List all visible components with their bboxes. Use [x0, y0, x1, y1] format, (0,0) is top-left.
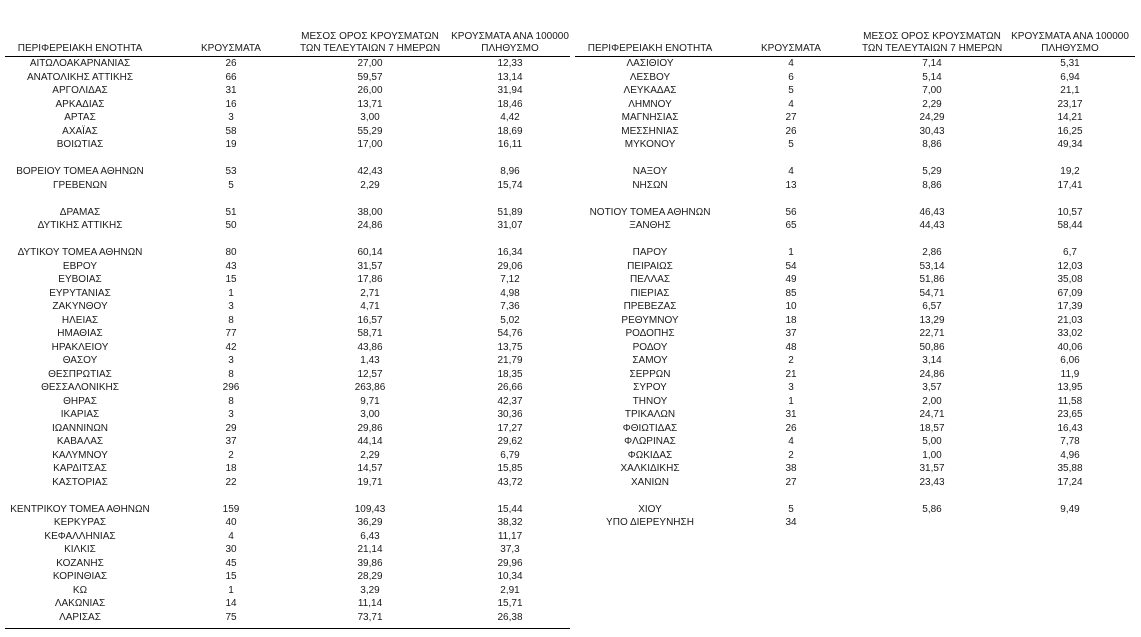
right-cell-per100k: 4,96 [1060, 449, 1080, 461]
right-cell-per100k: 17,24 [1057, 476, 1083, 488]
left-cell-region: ΑΡΤΑΣ [64, 112, 96, 123]
left-cell-avg7: 13,71 [357, 98, 383, 110]
left-cell-per100k: 17,27 [497, 422, 523, 434]
right-cell-region: ΛΗΜΝΟΥ [628, 98, 672, 110]
right-cell-per100k: 35,08 [1057, 274, 1083, 285]
right-cell-avg7: 50,86 [919, 341, 945, 353]
left-cell-cases: 77 [225, 328, 237, 339]
right-cell-per100k: 35,88 [1057, 463, 1083, 474]
left-cell-region: ΚΑΒΑΛΑΣ [56, 436, 104, 447]
left-cell-avg7: 1,43 [360, 355, 380, 366]
right-cell-per100k: 6,06 [1060, 355, 1080, 366]
left-cell-avg7: 11,14 [357, 598, 383, 609]
left-cell-per100k: 10,34 [497, 571, 523, 582]
left-cell-cases: 37 [225, 436, 237, 447]
left-cell-per100k: 26,38 [497, 611, 523, 623]
right-cell-cases: 56 [785, 206, 797, 218]
right-cell-avg7: 22,71 [919, 328, 945, 339]
left-cell-avg7: 28,29 [357, 571, 383, 582]
right-cell-avg7: 54,71 [919, 287, 945, 299]
left-cell-avg7: 44,14 [357, 436, 383, 447]
left-cell-region: ΒΟΡΕΙΟΥ ΤΟΜΕΑ ΑΘΗΝΩΝ [16, 166, 144, 177]
right-cell-cases: 48 [785, 341, 797, 353]
right-cell-cases: 1 [788, 247, 794, 258]
left-cell-cases: 8 [228, 395, 234, 407]
right-cell-region: ΛΑΣΙΘΙΟΥ [626, 58, 674, 69]
left-cell-avg7: 2,29 [360, 179, 380, 191]
right-cell-avg7: 46,43 [919, 206, 945, 218]
right-cell-avg7: 2,86 [922, 247, 942, 258]
right-cell-per100k: 6,94 [1060, 71, 1080, 83]
left-cell-cases: 22 [225, 476, 237, 488]
right-cell-region: ΧΑΛΚΙΔΙΚΗΣ [620, 463, 680, 474]
right-cell-avg7: 5,29 [922, 166, 942, 177]
right-cell-cases: 4 [788, 98, 794, 110]
left-cell-per100k: 15,74 [497, 179, 523, 191]
left-cell-avg7: 24,86 [357, 220, 383, 231]
right-cell-cases: 65 [785, 220, 797, 231]
left-cell-avg7: 3,29 [360, 584, 380, 596]
left-cell-per100k: 7,12 [500, 274, 520, 285]
left-cell-cases: 296 [222, 382, 240, 393]
left-cell-cases: 14 [225, 598, 237, 609]
left-cell-cases: 43 [225, 260, 237, 272]
left-cell-per100k: 31,07 [497, 220, 523, 231]
left-cell-per100k: 15,44 [497, 503, 523, 515]
right-cell-per100k: 16,43 [1057, 422, 1083, 434]
right-cell-cases: 4 [788, 436, 794, 447]
right-cell-per100k: 10,57 [1057, 206, 1083, 218]
left-cell-cases: 3 [228, 112, 234, 123]
right-cell-avg7: 31,57 [919, 463, 945, 474]
right-cell-avg7: 24,29 [919, 112, 945, 123]
right-cell-region: ΡΟΔΟΥ [632, 341, 668, 353]
right-cell-cases: 4 [788, 58, 794, 69]
right-cell-avg7: 24,71 [919, 409, 945, 420]
right-cell-per100k: 58,44 [1057, 220, 1083, 231]
right-cell-avg7: 7,14 [922, 58, 942, 69]
left-cell-avg7: 26,00 [357, 85, 383, 96]
left-cell-per100k: 54,76 [497, 328, 523, 339]
left-cell-region: ΚΑΡΔΙΤΣΑΣ [53, 463, 107, 474]
right-cell-per100k: 5,31 [1060, 58, 1080, 69]
left-cell-per100k: 26,66 [497, 382, 523, 393]
left-cell-region: ΔΡΑΜΑΣ [59, 206, 101, 218]
left-cell-per100k: 38,32 [497, 517, 523, 528]
left-cell-cases: 30 [225, 544, 237, 555]
right-header-per100k [1000, 31, 1140, 55]
left-cell-region: ΘΑΣΟΥ [62, 355, 98, 366]
left-cell-avg7: 16,57 [357, 314, 383, 326]
left-cell-cases: 3 [228, 301, 234, 312]
left-cell-avg7: 9,71 [360, 395, 380, 407]
left-cell-per100k: 6,79 [500, 449, 520, 461]
right-cell-cases: 54 [785, 260, 797, 272]
left-cell-per100k: 43,72 [497, 476, 523, 488]
left-cell-region: ΑΡΚΑΔΙΑΣ [55, 98, 105, 110]
right-cell-per100k: 7,78 [1060, 436, 1080, 447]
left-cell-region: ΔΥΤΙΚΟΥ ΤΟΜΕΑ ΑΘΗΝΩΝ [17, 247, 143, 258]
right-cell-region: ΣΕΡΡΩΝ [629, 368, 671, 380]
right-cell-avg7: 13,29 [919, 314, 945, 326]
left-cell-per100k: 7,36 [500, 301, 520, 312]
left-cell-region: ΗΡΑΚΛΕΙΟΥ [51, 341, 109, 353]
right-cell-cases: 3 [788, 382, 794, 393]
right-cell-cases: 27 [785, 112, 797, 123]
left-cell-per100k: 16,11 [497, 139, 523, 150]
right-cell-cases: 18 [785, 314, 797, 326]
left-cell-avg7: 59,57 [357, 71, 383, 83]
bottom-rule [5, 628, 570, 629]
right-cell-region: ΠΑΡΟΥ [632, 247, 668, 258]
left-cell-avg7: 14,57 [357, 463, 383, 474]
right-cell-avg7: 5,86 [922, 503, 942, 515]
left-cell-cases: 66 [225, 71, 237, 83]
right-cell-avg7: 44,43 [919, 220, 945, 231]
left-cell-cases: 5 [228, 179, 234, 191]
left-cell-avg7: 6,43 [360, 530, 380, 542]
left-header-region: ΠΕΡΙΦΕΡΕΙΑΚΗ ΕΝΟΤΗΤΑ [17, 43, 143, 54]
left-cell-region: ΗΛΕΙΑΣ [61, 314, 99, 326]
right-cell-per100k: 9,49 [1060, 503, 1080, 515]
right-cell-per100k: 13,95 [1057, 382, 1083, 393]
right-cell-per100k: 49,34 [1057, 139, 1083, 150]
left-cell-avg7: 4,71 [360, 301, 380, 312]
right-cell-region: ΧΙΟΥ [638, 503, 662, 515]
left-cell-region: ΛΑΡΙΣΑΣ [59, 611, 101, 623]
left-cell-cases: 40 [225, 517, 237, 528]
right-cell-per100k: 21,1 [1060, 85, 1080, 96]
right-cell-cases: 5 [788, 503, 794, 515]
left-cell-cases: 19 [225, 139, 237, 150]
right-cell-region: ΛΕΣΒΟΥ [629, 71, 671, 83]
left-cell-avg7: 31,57 [357, 260, 383, 272]
right-cell-per100k: 33,02 [1057, 328, 1083, 339]
left-cell-per100k: 18,35 [497, 368, 523, 380]
left-cell-avg7: 36,29 [357, 517, 383, 528]
right-header-per100k-line1: ΚΡΟΥΣΜΑΤΑ ΑΝΑ 100000 [1011, 31, 1129, 42]
right-cell-cases: 31 [785, 409, 797, 420]
right-cell-avg7: 5,14 [922, 71, 942, 83]
right-cell-per100k: 6,7 [1063, 247, 1077, 258]
left-cell-cases: 26 [225, 58, 237, 69]
left-cell-avg7: 55,29 [357, 125, 383, 137]
left-cell-per100k: 8,96 [500, 166, 520, 177]
left-header-avg-line1: ΜΕΣΟΣ ΟΡΟΣ ΚΡΟΥΣΜΑΤΩΝ [301, 31, 439, 42]
left-header-cases: ΚΡΟΥΣΜΑΤΑ [201, 43, 261, 54]
right-cell-avg7: 8,86 [922, 139, 942, 150]
right-cell-avg7: 30,43 [919, 125, 945, 137]
left-cell-per100k: 15,71 [497, 598, 523, 609]
left-cell-per100k: 31,94 [497, 85, 523, 96]
right-header-per100k-line2: ΠΛΗΘΥΣΜΟ [1041, 43, 1099, 54]
left-cell-avg7: 39,86 [357, 557, 383, 569]
right-cell-region: ΧΑΝΙΩΝ [630, 476, 670, 488]
right-cell-region: ΛΕΥΚΑΔΑΣ [623, 85, 677, 96]
left-cell-region: ΖΑΚΥΝΘΟΥ [52, 301, 108, 312]
left-cell-region: ΕΥΒΟΙΑΣ [58, 274, 102, 285]
left-cell-per100k: 29,06 [497, 260, 523, 272]
right-cell-avg7: 18,57 [919, 422, 945, 434]
left-cell-region: ΚΕΝΤΡΙΚΟΥ ΤΟΜΕΑ ΑΘΗΝΩΝ [10, 503, 150, 515]
left-cell-cases: 58 [225, 125, 237, 137]
left-header-avg [300, 31, 440, 55]
right-cell-region: ΝΗΣΩΝ [632, 179, 668, 191]
right-cell-avg7: 7,00 [922, 85, 942, 96]
right-cell-cases: 34 [785, 517, 797, 528]
right-cell-cases: 1 [788, 395, 794, 407]
left-cell-region: ΕΒΡΟΥ [62, 260, 98, 272]
left-cell-per100k: 18,69 [497, 125, 523, 137]
right-cell-avg7: 6,57 [922, 301, 942, 312]
left-cell-avg7: 2,29 [360, 449, 380, 461]
right-header-avg-line1: ΜΕΣΟΣ ΟΡΟΣ ΚΡΟΥΣΜΑΤΩΝ [863, 31, 1001, 42]
left-cell-cases: 4 [228, 530, 234, 542]
right-cell-region: ΣΑΜΟΥ [632, 355, 668, 366]
right-header-cases: ΚΡΟΥΣΜΑΤΑ [761, 43, 821, 54]
left-header-per100k-line1: ΚΡΟΥΣΜΑΤΑ ΑΝΑ 100000 [451, 31, 569, 42]
right-cell-cases: 10 [785, 301, 797, 312]
right-cell-region: ΜΑΓΝΗΣΙΑΣ [621, 112, 679, 123]
right-cell-region: ΦΛΩΡΙΝΑΣ [624, 436, 676, 447]
right-cell-per100k: 21,03 [1057, 314, 1083, 326]
left-cell-avg7: 17,00 [357, 139, 383, 150]
left-cell-region: ΗΜΑΘΙΑΣ [57, 328, 103, 339]
right-cell-cases: 2 [788, 355, 794, 366]
left-cell-avg7: 38,00 [357, 206, 383, 218]
right-cell-avg7: 24,86 [919, 368, 945, 380]
left-cell-per100k: 4,98 [500, 287, 520, 299]
right-cell-per100k: 23,17 [1057, 98, 1083, 110]
right-cell-region: ΣΥΡΟΥ [633, 382, 667, 393]
right-header-region: ΠΕΡΙΦΕΡΕΙΑΚΗ ΕΝΟΤΗΤΑ [587, 43, 713, 54]
right-cell-region: ΝΑΞΟΥ [632, 166, 668, 177]
left-cell-avg7: 42,43 [357, 166, 383, 177]
right-cell-per100k: 40,06 [1057, 341, 1083, 353]
right-cell-cases: 6 [788, 71, 794, 83]
left-cell-region: ΘΕΣΣΑΛΟΝΙΚΗΣ [41, 382, 119, 393]
left-cell-cases: 75 [225, 611, 237, 623]
right-cell-per100k: 11,9 [1060, 368, 1080, 380]
right-cell-region: ΡΕΘΥΜΝΟΥ [621, 314, 679, 326]
right-cell-avg7: 3,57 [922, 382, 942, 393]
left-cell-avg7: 73,71 [357, 611, 383, 623]
right-cell-cases: 37 [785, 328, 797, 339]
left-cell-cases: 15 [225, 571, 237, 582]
left-cell-cases: 8 [228, 314, 234, 326]
right-cell-per100k: 19,2 [1060, 166, 1080, 177]
left-cell-avg7: 60,14 [357, 247, 383, 258]
left-cell-avg7: 3,00 [360, 409, 380, 420]
left-cell-per100k: 13,14 [497, 71, 523, 83]
right-cell-per100k: 17,39 [1057, 301, 1083, 312]
left-cell-per100k: 21,79 [497, 355, 523, 366]
left-cell-region: ΑΧΑΪΑΣ [62, 125, 98, 137]
left-cell-region: ΙΩΑΝΝΙΝΩΝ [51, 422, 109, 434]
left-cell-cases: 16 [225, 98, 237, 110]
right-cell-cases: 26 [785, 125, 797, 137]
right-header-avg-line2: ΤΩΝ ΤΕΛΕΥΤΑΙΩΝ 7 ΗΜΕΡΩΝ [862, 43, 1003, 54]
right-cell-cases: 13 [785, 179, 797, 191]
left-cell-cases: 3 [228, 355, 234, 366]
left-cell-region: ΚΟΡΙΝΘΙΑΣ [52, 571, 108, 582]
left-header-per100k-line2: ΠΛΗΘΥΣΜΟ [481, 43, 539, 54]
right-cell-per100k: 16,25 [1057, 125, 1083, 137]
right-cell-region: ΦΘΙΩΤΙΔΑΣ [622, 422, 678, 434]
left-cell-per100k: 16,34 [497, 247, 523, 258]
right-header-avg [862, 31, 1002, 55]
right-cell-per100k: 11,58 [1057, 395, 1083, 407]
left-cell-region: ΚΕΦΑΛΛΗΝΙΑΣ [44, 530, 116, 542]
left-cell-avg7: 109,43 [354, 503, 386, 515]
right-cell-per100k: 17,41 [1057, 179, 1083, 191]
left-cell-region: ΚΑΣΤΟΡΙΑΣ [52, 476, 108, 488]
right-cell-avg7: 53,14 [919, 260, 945, 272]
left-cell-avg7: 263,86 [354, 382, 386, 393]
left-cell-per100k: 37,3 [500, 544, 520, 555]
left-cell-region: ΑΝΑΤΟΛΙΚΗΣ ΑΤΤΙΚΗΣ [26, 71, 134, 83]
right-cell-cases: 49 [785, 274, 797, 285]
right-cell-cases: 5 [788, 85, 794, 96]
left-cell-region: ΑΡΓΟΛΙΔΑΣ [52, 85, 108, 96]
left-header-per100k [440, 31, 580, 55]
left-cell-avg7: 58,71 [357, 328, 383, 339]
right-cell-per100k: 67,09 [1057, 287, 1083, 299]
left-cell-per100k: 29,62 [497, 436, 523, 447]
right-cell-region: ΜΥΚΟΝΟΥ [624, 139, 676, 150]
left-cell-region: ΔΥΤΙΚΗΣ ΑΤΤΙΚΗΣ [37, 220, 123, 231]
left-cell-region: ΚΕΡΚΥΡΑΣ [53, 517, 107, 528]
left-cell-region: ΛΑΚΩΝΙΑΣ [54, 598, 106, 609]
right-cell-cases: 4 [788, 166, 794, 177]
left-cell-cases: 18 [225, 463, 237, 474]
left-cell-cases: 1 [228, 584, 234, 596]
left-header-avg-line2: ΤΩΝ ΤΕΛΕΥΤΑΙΩΝ 7 ΗΜΕΡΩΝ [300, 43, 441, 54]
left-cell-cases: 3 [228, 409, 234, 420]
left-cell-region: ΘΗΡΑΣ [63, 395, 97, 407]
left-cell-region: ΓΡΕΒΕΝΩΝ [52, 179, 108, 191]
left-cell-per100k: 12,33 [497, 58, 523, 69]
left-cell-avg7: 17,86 [357, 274, 383, 285]
right-cell-region: ΦΩΚΙΔΑΣ [627, 449, 673, 461]
left-cell-per100k: 18,46 [497, 98, 523, 110]
right-cell-cases: 27 [785, 476, 797, 488]
right-cell-cases: 21 [785, 368, 797, 380]
left-cell-cases: 42 [225, 341, 237, 353]
left-cell-cases: 50 [225, 220, 237, 231]
left-cell-per100k: 30,36 [497, 409, 523, 420]
left-cell-cases: 31 [225, 85, 237, 96]
right-cell-region: ΝΟΤΙΟΥ ΤΟΜΕΑ ΑΘΗΝΩΝ [589, 206, 711, 218]
left-cell-cases: 29 [225, 422, 237, 434]
left-cell-region: ΑΙΤΩΛΟΑΚΑΡΝΑΝΙΑΣ [29, 58, 131, 69]
left-cell-per100k: 42,37 [497, 395, 523, 407]
right-cell-avg7: 3,14 [922, 355, 942, 366]
right-cell-region: ΜΕΣΣΗΝΙΑΣ [621, 125, 679, 137]
left-cell-avg7: 19,71 [357, 476, 383, 488]
right-cell-cases: 26 [785, 422, 797, 434]
left-cell-region: ΕΥΡΥΤΑΝΙΑΣ [49, 287, 111, 299]
left-cell-per100k: 2,91 [500, 584, 520, 596]
right-cell-region: ΠΕΛΛΑΣ [629, 274, 671, 285]
right-cell-avg7: 1,00 [922, 449, 942, 461]
left-cell-per100k: 51,89 [497, 206, 523, 218]
right-cell-region: ΠΡΕΒΕΖΑΣ [623, 301, 677, 312]
left-cell-avg7: 43,86 [357, 341, 383, 353]
left-cell-avg7: 29,86 [357, 422, 383, 434]
right-cell-per100k: 23,65 [1057, 409, 1083, 420]
left-cell-region: ΙΚΑΡΙΑΣ [60, 409, 100, 420]
right-cell-region: ΠΙΕΡΙΑΣ [630, 287, 670, 299]
left-cell-avg7: 21,14 [357, 544, 383, 555]
right-cell-avg7: 2,29 [922, 98, 942, 110]
right-cell-region: ΤΗΝΟΥ [632, 395, 668, 407]
right-cell-avg7: 2,00 [922, 395, 942, 407]
left-cell-cases: 1 [228, 287, 234, 299]
left-cell-per100k: 4,42 [500, 112, 520, 123]
right-cell-cases: 38 [785, 463, 797, 474]
left-cell-region: ΚΙΛΚΙΣ [64, 544, 96, 555]
left-cell-region: ΒΟΙΩΤΙΑΣ [56, 139, 104, 150]
left-cell-cases: 159 [222, 503, 240, 515]
left-cell-cases: 80 [225, 247, 237, 258]
left-cell-cases: 2 [228, 449, 234, 461]
right-cell-cases: 85 [785, 287, 797, 299]
left-cell-cases: 45 [225, 557, 237, 569]
left-cell-cases: 8 [228, 368, 234, 380]
right-cell-cases: 2 [788, 449, 794, 461]
right-cell-per100k: 12,03 [1057, 260, 1083, 272]
right-cell-region: ΡΟΔΟΠΗΣ [625, 328, 675, 339]
right-cell-avg7: 8,86 [922, 179, 942, 191]
left-cell-per100k: 13,75 [497, 341, 523, 353]
left-cell-region: ΚΟΖΑΝΗΣ [56, 557, 104, 569]
left-cell-per100k: 15,85 [497, 463, 523, 474]
left-cell-cases: 53 [225, 166, 237, 177]
right-cell-region: ΥΠΟ ΔΙΕΡΕΥΝΗΣΗ [606, 517, 694, 528]
left-cell-avg7: 12,57 [357, 368, 383, 380]
right-cell-region: ΤΡΙΚΑΛΩΝ [624, 409, 676, 420]
right-cell-region: ΞΑΝΘΗΣ [629, 220, 671, 231]
right-cell-per100k: 14,21 [1057, 112, 1083, 123]
right-cell-avg7: 51,86 [919, 274, 945, 285]
left-cell-per100k: 29,96 [497, 557, 523, 569]
right-cell-region: ΠΕΙΡΑΙΩΣ [627, 260, 673, 272]
left-cell-avg7: 2,71 [360, 287, 380, 299]
left-cell-region: ΘΕΣΠΡΩΤΙΑΣ [48, 368, 112, 380]
left-cell-cases: 51 [225, 206, 237, 218]
right-cell-cases: 5 [788, 139, 794, 150]
right-cell-avg7: 5,00 [922, 436, 942, 447]
left-cell-cases: 15 [225, 274, 237, 285]
left-cell-per100k: 5,02 [500, 314, 520, 326]
left-cell-per100k: 11,17 [497, 530, 523, 542]
right-cell-avg7: 23,43 [919, 476, 945, 488]
left-cell-region: ΚΩ [72, 584, 88, 596]
left-cell-avg7: 27,00 [357, 58, 383, 69]
left-cell-region: ΚΑΛΥΜΝΟΥ [52, 449, 108, 461]
left-cell-avg7: 3,00 [360, 112, 380, 123]
